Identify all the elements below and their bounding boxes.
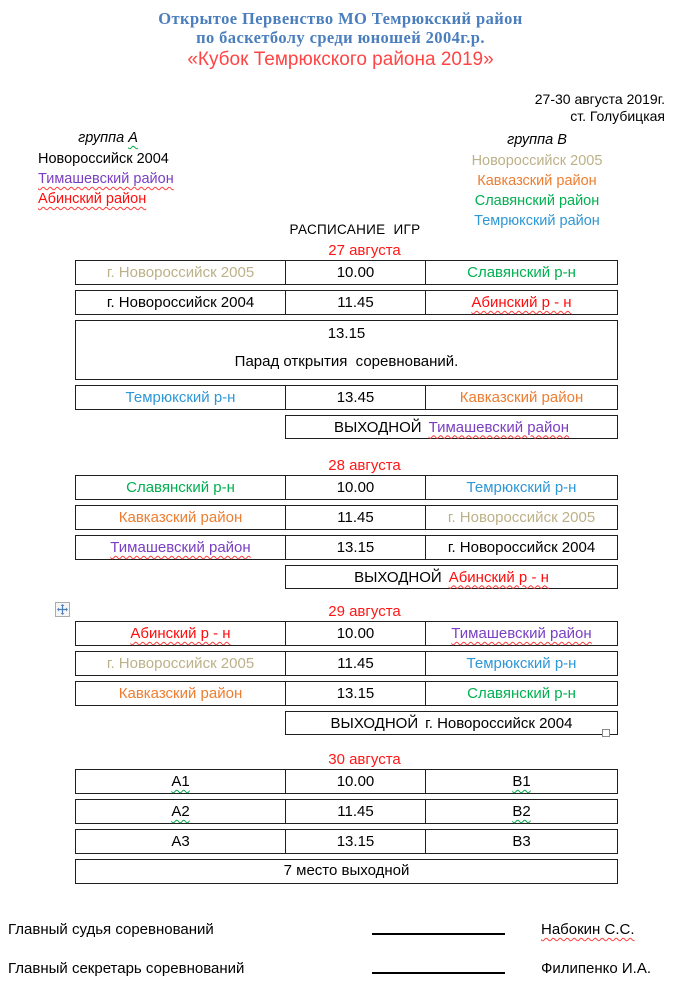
day-date-label: 30 августа [328, 751, 401, 768]
match-row [75, 681, 618, 706]
time-cell [286, 291, 426, 314]
banner-row [75, 859, 618, 884]
group-a-list [38, 128, 198, 209]
event-dates: 27-30 августа 2019г. [534, 91, 665, 107]
cell-text: 10.00 [336, 773, 375, 790]
cell-text: В2 [512, 803, 531, 820]
cell-text: г. Новороссийск 2004 [106, 294, 255, 311]
team-name: Абинский район [38, 191, 147, 207]
team-name: Новороссийск 2005 [471, 153, 603, 169]
event-date-location [535, 91, 665, 125]
cell-text: Кавказский район [118, 685, 243, 702]
cell-text: Кавказский район [118, 509, 243, 526]
cell-text: 10.00 [336, 625, 375, 642]
cell-text: Тимашевский район [451, 625, 592, 642]
schedule-heading: РАСПИСАНИЕ ИГР [289, 222, 421, 237]
cell-text: 13.15 [336, 833, 375, 850]
away-team-cell [426, 506, 617, 529]
away-team-cell [426, 770, 617, 793]
cell-text: Кавказский район [459, 389, 584, 406]
cell-text: 13.15 [336, 539, 375, 556]
secretary-signature-row [8, 957, 668, 977]
secretary-name: Филипенко И.А. [541, 960, 652, 977]
home-team-cell [76, 261, 286, 284]
banner-text: 7 место выходной [283, 862, 410, 879]
home-team-cell [76, 622, 286, 645]
match-row [75, 829, 618, 854]
cell-text: 11.45 [337, 803, 374, 820]
away-team-cell [426, 830, 617, 853]
cell-text: Темрюкский р-н [125, 389, 236, 406]
schedule-table [75, 769, 618, 884]
team-name: Новороссийск 2004 [38, 151, 169, 167]
away-team-cell [426, 800, 617, 823]
page-title-line2: по баскетболу среди юношей 2004г.р. [196, 28, 485, 47]
rest-label: ВЫХОДНОЙ [330, 714, 419, 732]
away-team-cell [426, 536, 617, 559]
team-name: Кавказский район [477, 173, 597, 189]
away-team-cell [426, 622, 617, 645]
match-row [75, 385, 618, 410]
match-row [75, 651, 618, 676]
cell-text: А3 [171, 833, 190, 850]
schedule-table [75, 475, 618, 589]
time-cell [286, 830, 426, 853]
match-row [75, 505, 618, 530]
banner-text: 13.15 [327, 325, 366, 342]
judge-label: Главный судья соревнований [8, 921, 214, 938]
home-team-cell [76, 830, 286, 853]
time-cell [286, 536, 426, 559]
schedule-table [75, 260, 618, 439]
day-section [0, 752, 681, 884]
home-team-cell [76, 800, 286, 823]
secretary-label: Главный секретарь соревнований [8, 960, 245, 977]
table-move-handle-icon[interactable] [55, 602, 70, 617]
cell-text: Славянский р-н [467, 264, 576, 281]
signature-line [372, 972, 505, 974]
cell-text: Абинский р - н [471, 294, 572, 311]
match-row [75, 621, 618, 646]
cell-text: В1 [512, 773, 531, 790]
time-cell [286, 800, 426, 823]
cell-text: Темрюкский р-н [466, 479, 577, 496]
rest-label: ВЫХОДНОЙ [354, 568, 442, 586]
group-b-list [452, 130, 622, 231]
home-team-cell [76, 386, 286, 409]
page-title-cup: «Кубок Темрюкского района 2019» [187, 49, 494, 70]
time-cell [286, 770, 426, 793]
time-cell [286, 476, 426, 499]
team-name: Тимашевский район [38, 171, 174, 187]
match-row [75, 535, 618, 560]
day-section [0, 243, 681, 439]
away-team-cell [426, 386, 617, 409]
rest-row [285, 565, 618, 589]
home-team-cell [76, 291, 286, 314]
time-cell [286, 682, 426, 705]
day-date-label: 28 августа [328, 457, 401, 474]
cell-text: Абинский р - н [130, 625, 231, 642]
cell-text: Темрюкский р-н [466, 655, 577, 672]
cell-text: 11.45 [337, 655, 374, 672]
cell-text: А1 [171, 773, 190, 790]
page-title-line1: Открытое Первенство МО Темрюкский район [158, 9, 523, 28]
judge-signature-row [8, 918, 668, 938]
signature-line [372, 933, 505, 935]
time-cell [286, 386, 426, 409]
schedule-table [75, 621, 618, 735]
time-cell [286, 622, 426, 645]
rest-row [285, 711, 618, 735]
cell-text: В3 [512, 833, 531, 850]
match-row [75, 799, 618, 824]
cell-text: 10.00 [336, 264, 375, 281]
home-team-cell [76, 770, 286, 793]
cell-text: 13.45 [336, 389, 375, 406]
table-resize-handle[interactable] [602, 729, 610, 737]
banner-text: Парад открытия соревнований. [234, 353, 459, 370]
group-label: группа [78, 130, 125, 146]
group-letter: В [557, 132, 567, 148]
cell-text: г. Новороссийск 2005 [447, 509, 596, 526]
group-a-title [38, 128, 178, 148]
cell-text: г. Новороссийск 2004 [447, 539, 596, 556]
away-team-cell [426, 291, 617, 314]
judge-name: Набокин С.С. [541, 921, 635, 938]
match-row [75, 260, 618, 285]
away-team-cell [426, 652, 617, 675]
group-b-title [452, 130, 622, 150]
match-row [75, 769, 618, 794]
group-label: группа [507, 132, 554, 148]
time-cell [286, 652, 426, 675]
away-team-cell [426, 476, 617, 499]
cell-text: А2 [171, 803, 190, 820]
cell-text: Славянский р-н [467, 685, 576, 702]
move-arrows-icon [57, 604, 68, 615]
banner-row [75, 320, 618, 380]
day-section [0, 604, 681, 735]
cell-text: Славянский р-н [126, 479, 235, 496]
cell-text: г. Новороссийск 2005 [106, 655, 255, 672]
cell-text: 13.15 [336, 685, 375, 702]
match-row [75, 290, 618, 315]
away-team-cell [426, 261, 617, 284]
rest-team: Тимашевский район [428, 418, 569, 436]
rest-team: г. Новороссийск 2004 [425, 714, 573, 732]
team-name: Славянский район [474, 193, 600, 209]
away-team-cell [426, 682, 617, 705]
day-section [0, 458, 681, 589]
time-cell [286, 506, 426, 529]
event-location: ст. Голубицкая [570, 108, 665, 124]
time-cell [286, 261, 426, 284]
day-date-label: 27 августа [328, 242, 401, 259]
day-date-label: 29 августа [328, 603, 401, 620]
cell-text: 10.00 [336, 479, 375, 496]
rest-row [285, 415, 618, 439]
cell-text: 11.45 [337, 294, 374, 311]
cell-text: Тимашевский район [110, 539, 251, 556]
rest-label: ВЫХОДНОЙ [334, 418, 422, 436]
cell-text: 11.45 [337, 509, 374, 526]
team-name: Темрюкский район [474, 213, 600, 229]
group-letter: А [128, 130, 138, 146]
home-team-cell [76, 476, 286, 499]
rest-team: Абинский р - н [448, 568, 549, 586]
home-team-cell [76, 652, 286, 675]
cell-text: г. Новороссийск 2005 [106, 264, 255, 281]
home-team-cell [76, 682, 286, 705]
match-row [75, 475, 618, 500]
home-team-cell [76, 536, 286, 559]
home-team-cell [76, 506, 286, 529]
